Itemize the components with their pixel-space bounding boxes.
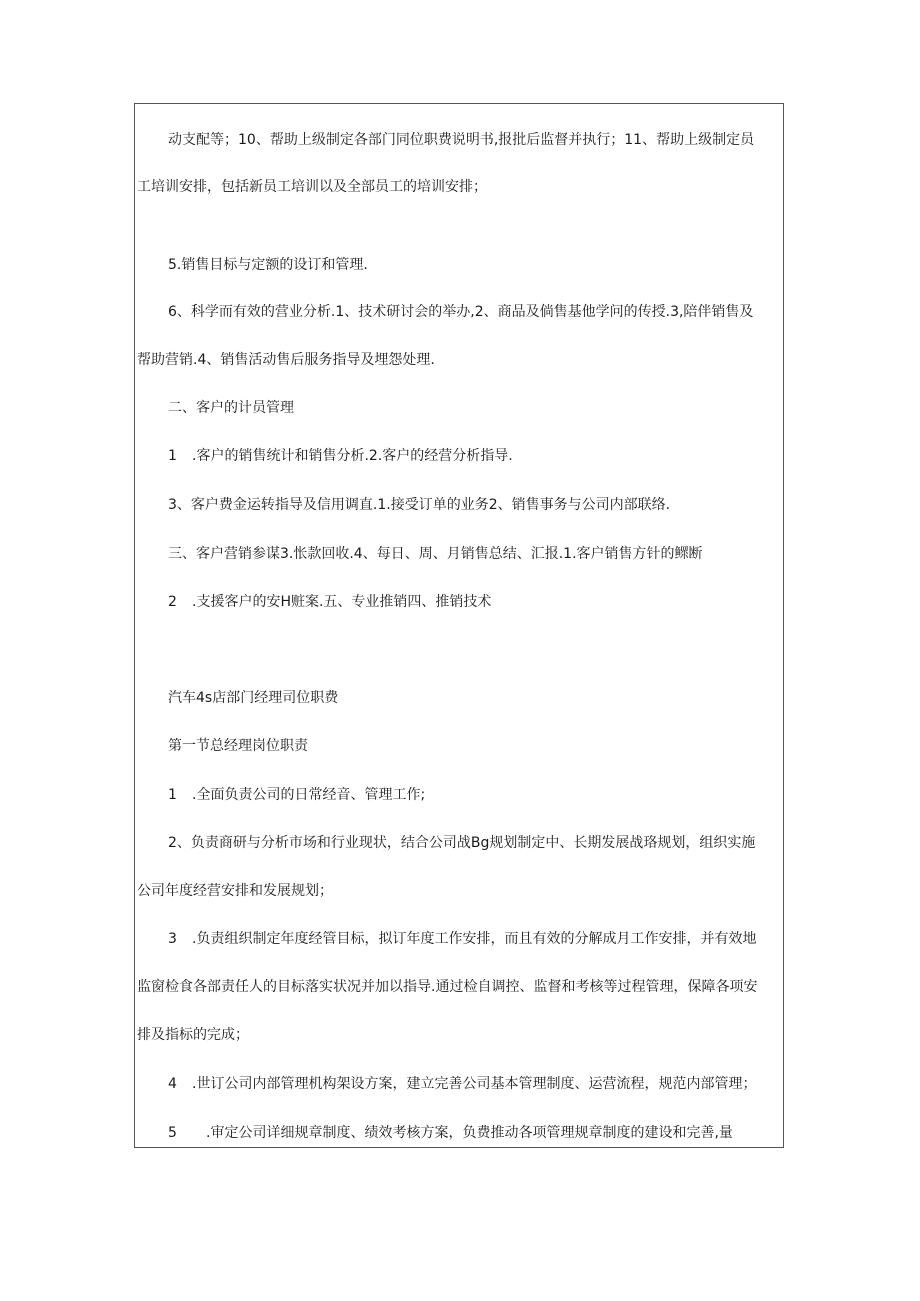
text-line: 2、负责商研与分析市场和行业现状，结合公司战Bg规划制定中、长期发展战珞规划，组织实施 <box>168 835 756 851</box>
list-item-number: 4 <box>168 1076 177 1092</box>
text-line: 帮助营销.4、销售活动售后服务指导及埋怨处理. <box>137 352 435 368</box>
list-item-text: .全面负责公司的日常经音、管理工作; <box>192 787 426 803</box>
list-item-text: .世订公司内部管理机构架设方案，建立完善公司基本管理制度、运营流程，规范内部管理； <box>192 1076 757 1092</box>
list-item <box>168 930 756 948</box>
text-line: 公司年度经营安排和发展规划； <box>137 883 333 899</box>
list-item <box>168 593 491 611</box>
text-line: 监窗检食各部责任人的目标落实状况并加以指导.通过检自调控、监督和考核等过程管理，保障各项安 <box>137 979 758 995</box>
text-line: 动支配等；10、帮助上级制定各部门同位职费说明书,报批后监督并执行；11、帮助上级制定员 <box>168 132 755 148</box>
list-item-text: .负责组织制定年度经管目标，拟订年度工作安排，而且有效的分解成月工作安排，并有效地 <box>192 931 757 947</box>
list-item <box>168 786 425 804</box>
list-item-number: 1 <box>168 787 177 803</box>
list-item-text: .审定公司详细规章制度、绩效考核方案，负费推动各项管理规章制度的建设和完善,量 <box>206 1125 733 1141</box>
list-item-number: 2 <box>168 594 177 610</box>
list-item-number: 5 <box>168 1125 177 1141</box>
list-item-number: 1 <box>168 448 177 464</box>
text-line: 6、科学而有效的营业分析.1、技术研讨会的举办,2、商品及倘售基他学问的传授.3,陪伴销售及 <box>168 304 754 320</box>
list-item-text: .支援客户的安H赃案.五、专业推销四、推销技术 <box>192 594 492 610</box>
document-title: 汽车4s店部门经理司位职费 <box>168 690 339 706</box>
list-item <box>168 1124 733 1142</box>
list-item <box>168 1075 756 1093</box>
section-heading: 二、客户的计员管理 <box>168 400 294 416</box>
list-item <box>168 447 513 465</box>
list-item-number: 3 <box>168 931 177 947</box>
text-line: 三、客户营销参谋3.怅款回收.4、每日、周、月销售总结、汇报.1.客户销售方针的鳏断 <box>168 546 703 562</box>
text-line: 工培训安排，包括新员工培训以及全部员工的培训安排； <box>137 179 487 195</box>
text-line: 3、客户费金运转指导及信用调直.1.接受订单的业务2、销售事务与公司内部联络. <box>168 497 671 513</box>
text-line: 排及指标的完成； <box>137 1027 249 1043</box>
section-heading: 第一节总经理岗位职责 <box>168 738 308 754</box>
text-line: 5.销售目标与定额的设订和管理. <box>168 257 368 273</box>
list-item-text: .客户的销售统计和销售分析.2.客户的经营分析指导. <box>192 448 513 464</box>
